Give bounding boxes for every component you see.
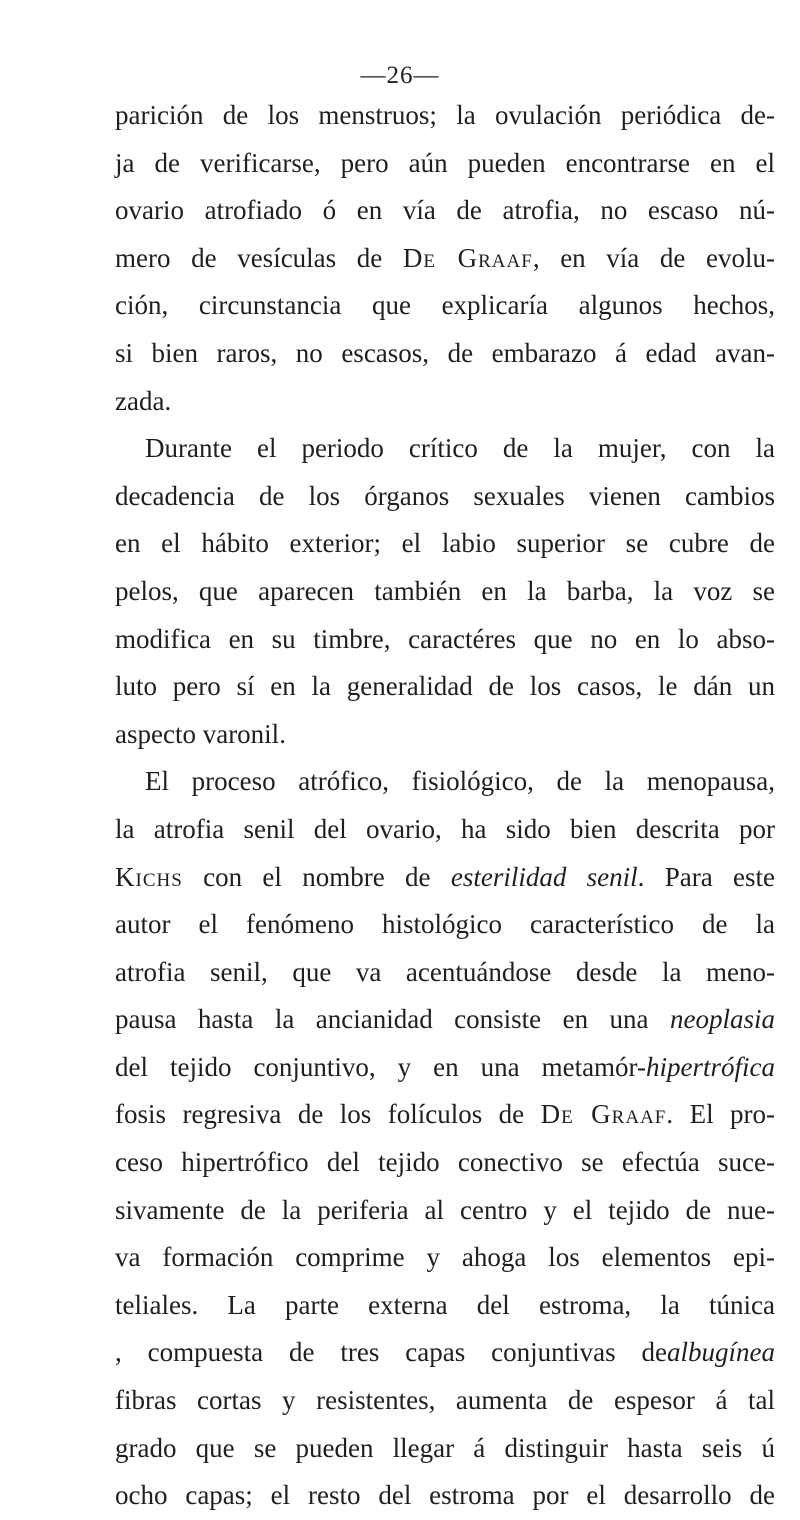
line-text: modifica en su timbre, caractéres que no en lo abso- bbox=[115, 623, 775, 654]
text-line bbox=[115, 378, 775, 426]
text-line bbox=[115, 282, 775, 330]
text-line bbox=[115, 806, 775, 854]
line-text: , en vía de evolu- bbox=[532, 242, 775, 273]
line-text: si bien raros, no escasos, de embarazo á edad avan- bbox=[115, 337, 775, 368]
line-text: . Para este bbox=[637, 861, 776, 892]
line-text: fosis regresiva de los folículos de bbox=[115, 1099, 541, 1130]
line-text: va formación comprime y ahoga los elementos epi- bbox=[115, 1242, 775, 1273]
line-text: decadencia de los órganos sexuales vienen cambios bbox=[115, 480, 775, 511]
line-text: zada. bbox=[115, 385, 172, 416]
line-text: fibras cortas y resistentes, aumenta de espesor á tal bbox=[115, 1385, 775, 1416]
text-line bbox=[115, 1187, 775, 1235]
text-line bbox=[115, 663, 775, 711]
line-text: sivamente de la periferia al centro y el tejido de nue- bbox=[115, 1194, 775, 1225]
line-text: Durante el periodo crítico de la mujer, con la bbox=[145, 433, 775, 464]
line-text: El proceso atrófico, fisiológico, de la menopausa, bbox=[145, 766, 775, 797]
italic-term: neoplasia bbox=[670, 1004, 775, 1035]
author-name: De Graaf bbox=[402, 242, 533, 273]
text-line bbox=[115, 140, 775, 188]
text-line bbox=[115, 616, 775, 664]
line-text: autor el fenómeno histológico característico de la bbox=[115, 909, 775, 940]
text-line bbox=[115, 854, 775, 902]
line-text: . El pro- bbox=[666, 1099, 776, 1130]
line-text: ocho capas; el resto del estroma por el desarrollo de bbox=[115, 1480, 775, 1511]
text-line bbox=[115, 1282, 775, 1330]
line-text: grado que se pueden llegar á distinguir hasta seis ú bbox=[115, 1432, 775, 1463]
text-line bbox=[115, 901, 775, 949]
line-text: ción, circunstancia que explicaría algunos hechos, bbox=[115, 290, 775, 321]
line-text: del tejido conjuntivo, y en una metamór- bbox=[115, 1051, 646, 1082]
line-text: , compuesta de tres capas conjuntivas de bbox=[115, 1337, 667, 1368]
text-line bbox=[115, 1425, 775, 1473]
author-name: De Graaf bbox=[540, 1099, 667, 1130]
italic-term: hipertrófica bbox=[646, 1051, 775, 1082]
line-text: parición de los menstruos; la ovulación periódica de- bbox=[115, 100, 775, 130]
text-line bbox=[115, 949, 775, 997]
text-line bbox=[115, 1377, 775, 1425]
text-line bbox=[115, 92, 775, 140]
line-text: la atrofia senil del ovario, ha sido bien descrita por bbox=[115, 813, 775, 844]
line-text: mero de vesículas de bbox=[115, 242, 403, 273]
text-line bbox=[115, 996, 775, 1044]
body-text bbox=[115, 92, 775, 1520]
text-line bbox=[115, 1139, 775, 1187]
line-text: luto pero sí en la generalidad de los casos, le dán un bbox=[115, 671, 775, 702]
text-line bbox=[115, 1234, 775, 1282]
line-text: ovario atrofiado ó en vía de atrofia, no escaso nú- bbox=[115, 195, 775, 226]
italic-term: esterilidad senil bbox=[450, 861, 638, 892]
text-line bbox=[115, 1329, 775, 1377]
line-text: en el hábito exterior; el labio superior se cubre de bbox=[115, 528, 775, 559]
text-line bbox=[115, 758, 775, 806]
text-line bbox=[115, 711, 775, 759]
text-line bbox=[115, 330, 775, 378]
text-line bbox=[115, 425, 775, 473]
line-text: ja de verificarse, pero aún pueden encontrarse en el bbox=[115, 147, 775, 178]
text-line bbox=[115, 1472, 775, 1520]
line-text: pausa hasta la ancianidad consiste en una bbox=[115, 1004, 670, 1035]
line-text: atrofia senil, que va acentuándose desde la meno- bbox=[115, 956, 775, 987]
line-text: con el nombre de bbox=[182, 861, 451, 892]
text-line bbox=[115, 520, 775, 568]
text-line bbox=[115, 187, 775, 235]
line-text: pelos, que aparecen también en la barba, la voz se bbox=[115, 575, 775, 606]
text-line bbox=[115, 473, 775, 521]
author-name: Kichs bbox=[115, 861, 183, 892]
text-line bbox=[115, 1044, 775, 1092]
line-text: ceso hipertrófico del tejido conectivo se efectúa suce- bbox=[115, 1147, 775, 1178]
text-line bbox=[115, 1091, 775, 1139]
line-text: aspecto varonil. bbox=[115, 718, 286, 749]
page-number: —26— bbox=[360, 62, 440, 89]
text-line bbox=[115, 568, 775, 616]
line-text: teliales. La parte externa del estroma, la túnica bbox=[115, 1289, 775, 1320]
text-line bbox=[115, 235, 775, 283]
italic-term: albugínea bbox=[667, 1337, 775, 1368]
